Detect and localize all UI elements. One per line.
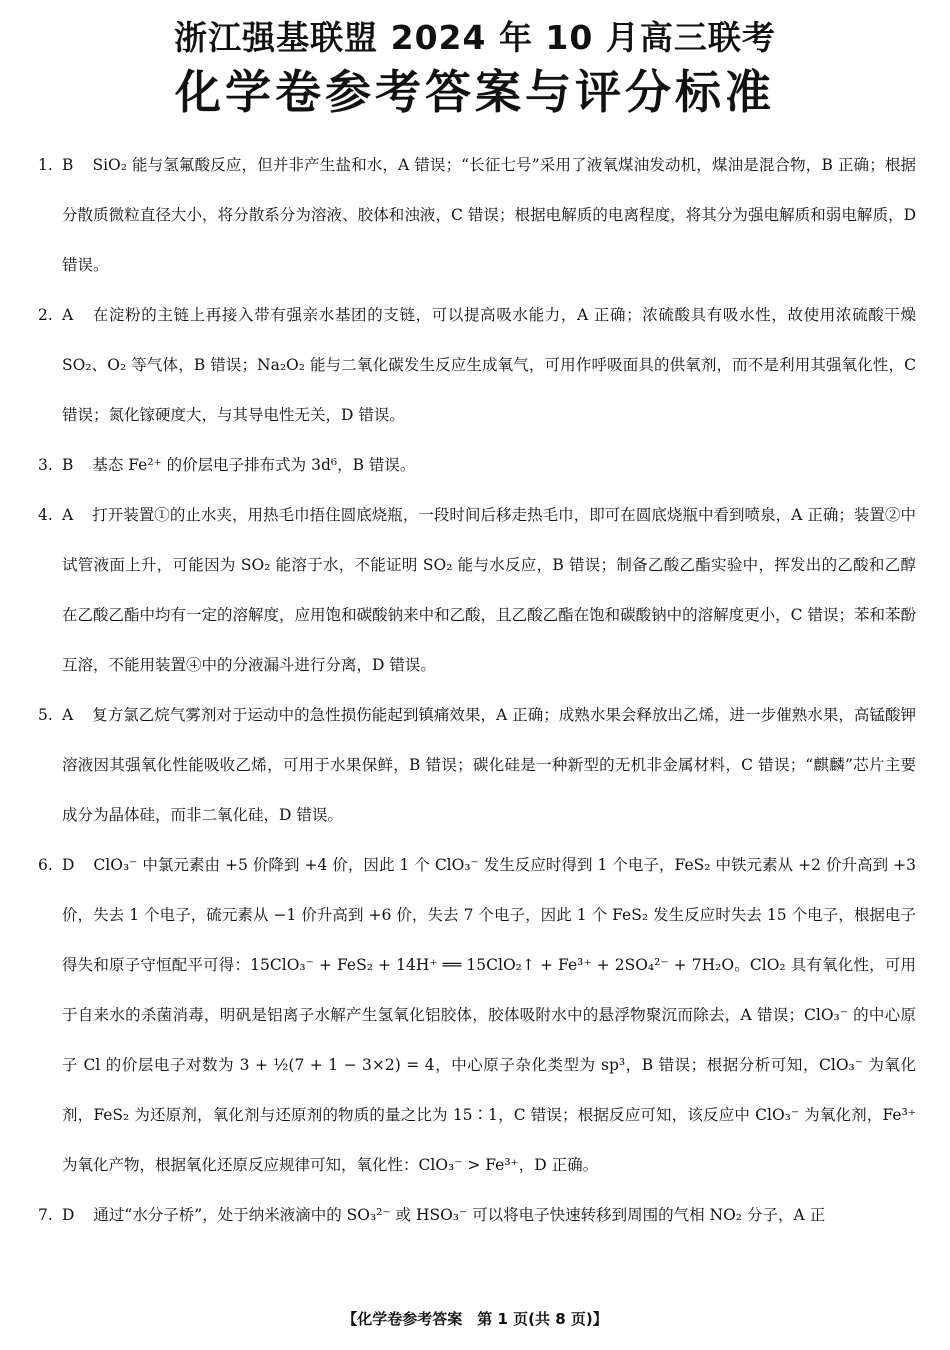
- answer-list: [38, 140, 916, 1240]
- item-number: 3.: [38, 456, 53, 474]
- item-answer: D: [62, 856, 75, 874]
- page-footer: 【化学卷参考答案 第 1 页(共 8 页)】: [342, 1310, 608, 1328]
- item-explanation: 基态 Fe²⁺ 的价层电子排布式为 3d⁶，B 错误。: [92, 456, 416, 474]
- item-number: 1.: [38, 156, 53, 174]
- item-explanation: 通过“水分子桥”，处于纳米液滴中的 SO₃²⁻ 或 HSO₃⁻ 可以将电子快速转移到周围的气相 NO₂ 分子，A 正: [93, 1206, 826, 1224]
- item-answer: B: [62, 456, 74, 474]
- item-explanation: 复方氯乙烷气雾剂对于运动中的急性损伤能起到镇痛效果，A 正确；成熟水果会释放出乙烯，进一步催熟水果，高锰酸钾溶液因其强氧化性能吸收乙烯，可用于水果保鲜，B 错误；碳化硅是一种新型的无机非金属材料，C 错误；“麒麟”芯片主要成分为晶体硅，而非二氧化硅，D 错误。: [62, 706, 916, 824]
- answer-item-3: [38, 440, 916, 490]
- item-number: 2.: [38, 306, 53, 324]
- item-explanation: SiO₂ 能与氢氟酸反应，但并非产生盐和水，A 错误；“长征七号”采用了液氧煤油发动机，煤油是混合物，B 正确；根据分散质微粒直径大小，将分散系分为溶液、胶体和浊液，C 错误；根据电解质的电离程度，将其分为强电解质和弱电解质，D 错误。: [62, 156, 916, 274]
- document-title: 化学卷参考答案与评分标准: [175, 65, 775, 119]
- item-number: 7.: [38, 1206, 53, 1224]
- answer-item-5: [38, 690, 916, 840]
- answer-item-4: [38, 490, 916, 690]
- item-answer: A: [62, 306, 74, 324]
- answer-item-7: [38, 1190, 916, 1240]
- exam-title: 浙江强基联盟 2024 年 10 月高三联考: [174, 18, 776, 57]
- item-answer: A: [62, 706, 74, 724]
- item-answer: A: [62, 506, 74, 524]
- item-number: 6.: [38, 856, 53, 874]
- answer-item-1: [38, 140, 916, 290]
- item-number: 5.: [38, 706, 53, 724]
- answer-item-2: [38, 290, 916, 440]
- item-answer: B: [62, 156, 74, 174]
- answer-item-6: [38, 840, 916, 1190]
- item-number: 4.: [38, 506, 53, 524]
- item-explanation: ClO₃⁻ 中氯元素由 +5 价降到 +4 价，因此 1 个 ClO₃⁻ 发生反应时得到 1 个电子，FeS₂ 中铁元素从 +2 价升高到 +3 价，失去 1 个电子，硫元素从 −1 价升高到 +6 价，失去 7 个电子，因此 1 个 FeS₂ 发生反应时失去 15 个电子，根据电子得失和原子守恒配平可得：15ClO₃⁻ + FeS₂ + 14H⁺ ══ 15ClO₂↑ + Fe³⁺ + 2SO₄²⁻ + 7H₂O。ClO₂ 具有氧化性，可用于自来水的杀菌消毒，明矾是铝离子水解产生氢氧化铝胶体，胶体吸附水中的悬浮物聚沉而除去，A 错误；ClO₃⁻ 的中心原子 Cl 的价层电子对数为 3 + ½(7 + 1 − 3×2) = 4，中心原子杂化类型为 sp³，B 错误；根据分析可知，ClO₃⁻ 为氧化剂，FeS₂ 为还原剂，氧化剂与还原剂的物质的量之比为 15∶1，C 错误；根据反应可知，该反应中 ClO₃⁻ 为氧化剂，Fe³⁺ 为氧化产物，根据氧化还原反应规律可知，氧化性：ClO₃⁻ > Fe³⁺，D 正确。: [62, 856, 916, 1174]
- item-answer: D: [62, 1206, 75, 1224]
- item-explanation: 在淀粉的主链上再接入带有强亲水基团的支链，可以提高吸水能力，A 正确；浓硫酸具有吸水性，故使用浓硫酸干燥 SO₂、O₂ 等气体，B 错误；Na₂O₂ 能与二氧化碳发生反应生成氧气，可用作呼吸面具的供氧剂，而不是利用其强氧化性，C 错误；氮化镓硬度大，与其导电性无关，D 错误。: [62, 306, 916, 424]
- item-explanation: 打开装置①的止水夹，用热毛巾捂住圆底烧瓶，一段时间后移走热毛巾，即可在圆底烧瓶中看到喷泉，A 正确；装置②中试管液面上升，可能因为 SO₂ 能溶于水，不能证明 SO₂ 能与水反应，B 错误；制备乙酸乙酯实验中，挥发出的乙酸和乙醇在乙酸乙酯中均有一定的溶解度，应用饱和碳酸钠来中和乙酸，且乙酸乙酯在饱和碳酸钠中的溶解度更小，C 错误；苯和苯酚互溶，不能用装置④中的分液漏斗进行分离，D 错误。: [62, 506, 916, 674]
